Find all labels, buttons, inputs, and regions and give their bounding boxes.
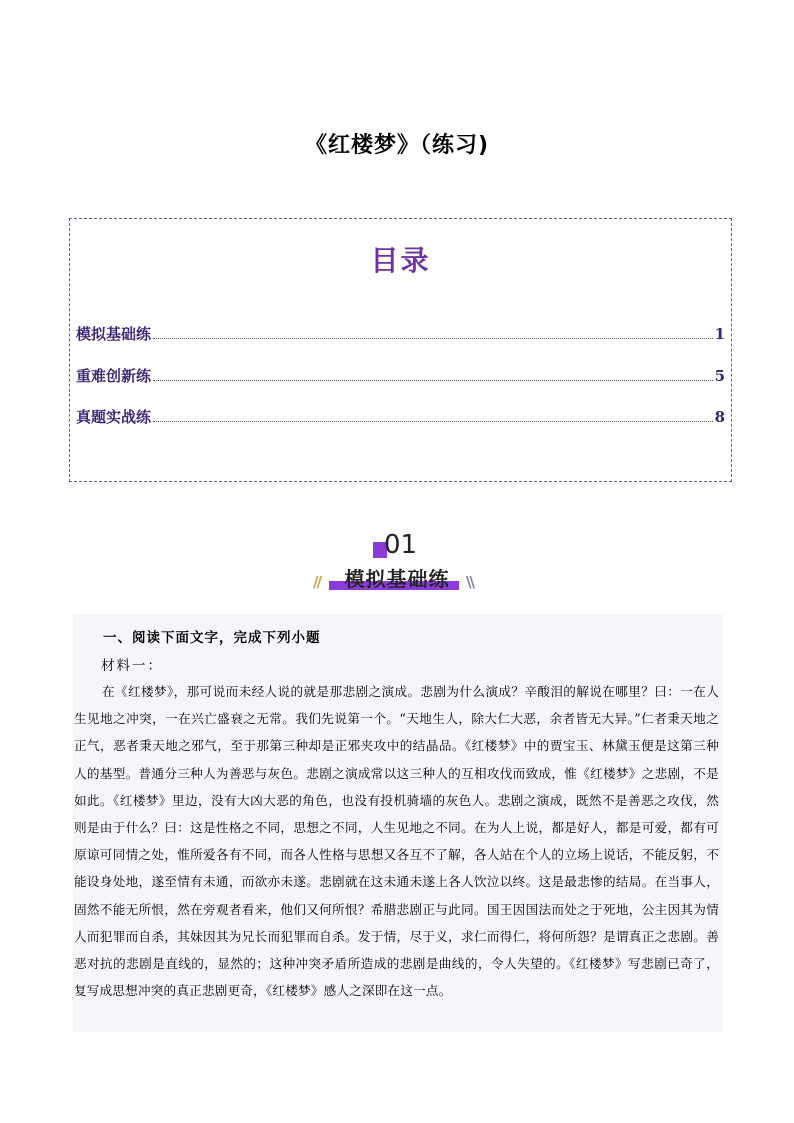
- question-heading: 一、阅读下面文字，完成下列小题: [103, 630, 321, 646]
- material-label: 材料一：: [101, 658, 163, 674]
- toc-entry-label: 重难创新练: [76, 367, 152, 385]
- section-number: 01: [384, 530, 418, 560]
- toc-entry-page: 5: [714, 367, 725, 385]
- toc-entry-page: 1: [714, 325, 725, 343]
- exercise-panel: [73, 614, 723, 1032]
- toc-entry-label: 模拟基础练: [76, 325, 152, 343]
- reading-passage: 在《红楼梦》，那可说而未经人说的就是那悲剧之演成。悲剧为什么演成？辛酸泪的解说在哪里？曰：一在人生见地之冲突，一在兴亡盛衰之无常。我们先说第一个。“天地生人，除大仁大恶，余者皆无大异。”仁者秉天地之正气，恶者秉天地之邪气，至于那第三种却是正邪夹攻中的结晶品。《红楼梦》中的贾宝玉、林黛玉便是这第三种人的基型。普通分三种人为善恶与灰色。悲剧之演成常以这三种人的互相攻伐而致成，惟《红楼梦》之悲剧，不是如此。《红楼梦》里边，没有大凶大恶的角色，也没有投机骑墙的灰色人。悲剧之演成，既然不是善恶之攻伐，然则是由于什么？曰：这是性格之不同，思想之不同，人生见地之不同。在为人上说，都是好人，都是可爱，都有可原谅可同情之处，惟所爱各有不同，而各人性格与思想又各互不了解，各人站在个人的立场上说话，不能反躬，不能设身处地，遂至情有未通，而欲亦未遂。悲剧就在这未通未遂上各人饮泣以终。这是最悲惨的结局。在当事人，固然不能无所恨，然在旁观者看来，他们又何所恨？希腊悲剧正与此同。国王因国法而处之于死地，公主因其为情人而犯罪而自杀，其妹因其为兄长而犯罪而自杀。发于情，尽于义，求仁而得仁，将何所怨？是谓真正之悲剧。善恶对抗的悲剧是直线的，显然的；这种冲突矛盾所造成的悲剧是曲线的，令人失望的。《红楼梦》写悲剧已奇了，复写成思想冲突的真正悲剧更奇，《红楼梦》感人之深即在这一点。: [74, 684, 719, 999]
- document-title: 《红楼梦》（练习): [304, 133, 490, 158]
- toc-entry-page: 8: [714, 408, 725, 426]
- section-title: 模拟基础练: [344, 567, 450, 591]
- toc-entry-difficult[interactable]: [76, 365, 725, 386]
- toc-heading: 目录: [370, 244, 431, 277]
- toc-entry-real-exam[interactable]: [76, 406, 725, 427]
- toc-entry-label: 真题实战练: [76, 408, 152, 426]
- toc-entry-basic[interactable]: [76, 323, 725, 344]
- toc-leader-dots: [153, 379, 713, 381]
- toc-leader-dots: [153, 420, 713, 422]
- left-slash-decoration: //: [313, 573, 320, 591]
- table-of-contents: [69, 218, 732, 482]
- right-slash-decoration: \\: [466, 573, 473, 591]
- section-header: [0, 528, 794, 598]
- toc-leader-dots: [153, 337, 713, 339]
